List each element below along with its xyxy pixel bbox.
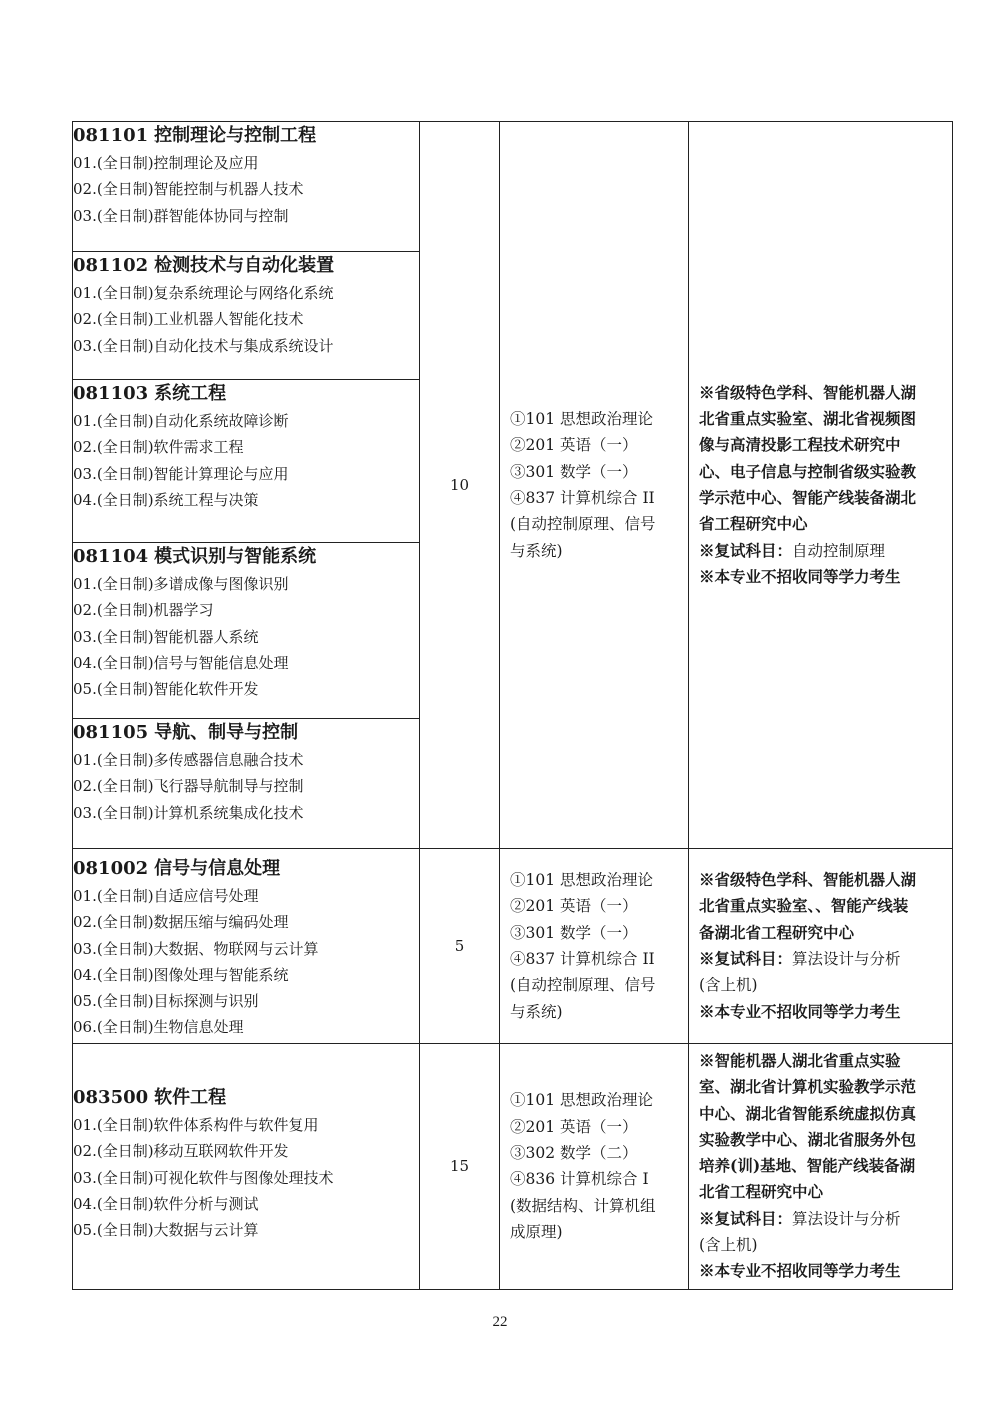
exam-subject: 与系统) (510, 1002, 563, 1021)
major-row (73, 122, 953, 252)
exam-subject: ④836 计算机综合 I (510, 1170, 649, 1189)
research-direction: 04.(全日制)系统工程与决策 (73, 490, 259, 509)
retest-subject: 算法设计与分析 (792, 950, 901, 968)
research-direction: 01.(全日制)多谱成像与图像识别 (73, 575, 289, 593)
page-number: 22 (492, 1314, 508, 1330)
major-cell (73, 252, 420, 380)
research-direction: 02.(全日制)飞行器导航制导与控制 (73, 777, 304, 796)
exam-subject: ④837 计算机综合 II (510, 950, 655, 968)
retest-subject: 算法设计与分析 (792, 1209, 901, 1228)
research-direction: 01.(全日制)软件体系构件与软件复用 (73, 1116, 319, 1134)
exam-subject: ②201 英语（一） (510, 436, 638, 455)
note-line: 培养(训)基地、智能产线装备湖 (699, 1156, 916, 1176)
note-line: ※省级特色学科、智能机器人湖 (699, 382, 917, 402)
exam-subjects-cell (500, 849, 689, 1044)
note-line (699, 946, 946, 972)
note-line: 北省工程研究中心 (699, 1182, 824, 1202)
note-line: 心、电子信息与控制省级实验教 (699, 461, 917, 481)
research-direction: 02.(全日制)机器学习 (73, 601, 214, 620)
exam-subject: 与系统) (510, 541, 563, 560)
quota-cell (420, 849, 500, 1044)
major-code: 081101 (73, 125, 149, 146)
note-line: 学示范中心、智能产线装备湖北 (699, 488, 917, 507)
major-name: 软件工程 (154, 1087, 227, 1108)
research-direction: 03.(全日制)自动化技术与集成系统设计 (73, 336, 334, 355)
research-direction: 01.(全日制)控制理论及应用 (73, 154, 259, 172)
research-direction: 03.(全日制)计算机系统集成化技术 (73, 803, 304, 822)
major-cell (73, 849, 420, 1044)
major-name: 信号与信息处理 (154, 858, 281, 879)
exam-subject: (数据结构、计算机组 (510, 1196, 656, 1215)
major-title (73, 124, 419, 148)
major-cell (73, 1044, 420, 1290)
research-direction: 02.(全日制)工业机器人智能化技术 (73, 310, 304, 329)
note-line: 北省重点实验室、、智能产线装 (699, 896, 909, 916)
note-line: 中心、湖北省智能系统虚拟仿真 (699, 1103, 917, 1123)
exam-subject: ②201 英语（一） (510, 897, 638, 916)
retest-label: ※复试科目： (699, 949, 793, 968)
quota-cell (420, 122, 500, 849)
research-direction: 03.(全日制)群智能体协同与控制 (73, 206, 289, 225)
exam-subject: ③301 数学（一） (510, 923, 638, 942)
exam-subjects-cell (500, 1044, 689, 1290)
major-code: 081104 (73, 546, 149, 567)
research-direction: 01.(全日制)复杂系统理论与网络化系统 (73, 284, 334, 302)
research-direction: 04.(全日制)信号与智能信息处理 (73, 653, 289, 672)
major-row (73, 849, 953, 1044)
research-direction: 06.(全日制)生物信息处理 (73, 1018, 244, 1037)
note-line: ※智能机器人湖北省重点实验 (699, 1051, 901, 1070)
major-code: 081002 (73, 858, 149, 879)
note-line: 实验教学中心、湖北省服务外包 (699, 1129, 917, 1149)
major-title (73, 254, 419, 278)
research-direction: 03.(全日制)智能计算理论与应用 (73, 464, 289, 483)
exam-subject: ③302 数学（二） (510, 1144, 638, 1163)
research-direction: 02.(全日制)智能控制与机器人技术 (73, 180, 304, 199)
exam-subject: (自动控制原理、信号 (510, 976, 656, 995)
exam-subject: 成原理) (510, 1222, 563, 1241)
major-title (73, 545, 419, 569)
admissions-table (72, 121, 953, 1290)
research-direction: 02.(全日制)软件需求工程 (73, 438, 244, 457)
note-line: 像与高清投影工程技术研究中 (699, 435, 901, 455)
notes-cell (689, 1044, 953, 1290)
research-direction: 02.(全日制)移动互联网软件开发 (73, 1142, 289, 1161)
major-cell (73, 380, 420, 543)
note-line (699, 1206, 946, 1232)
retest-label: ※复试科目： (699, 1208, 793, 1228)
major-cell (73, 122, 420, 252)
quota-value: 15 (449, 1157, 470, 1176)
exam-subject: ④837 计算机综合 II (510, 489, 655, 507)
exam-subjects-cell (500, 122, 689, 849)
major-cell (73, 543, 420, 719)
note-line: ※本专业不招收同等学力考生 (699, 1261, 901, 1281)
research-direction: 01.(全日制)多传感器信息融合技术 (73, 751, 304, 769)
note-line: ※本专业不招收同等学力考生 (699, 1001, 901, 1021)
quota-value: 5 (454, 937, 465, 955)
major-code: 081102 (73, 255, 149, 276)
note-line: 室、湖北省计算机实验教学示范 (699, 1077, 917, 1097)
research-direction: 01.(全日制)自动化系统故障诊断 (73, 412, 289, 430)
major-row (73, 1044, 953, 1290)
exam-subject: ③301 数学（一） (510, 462, 638, 481)
research-direction: 02.(全日制)数据压缩与编码处理 (73, 913, 289, 932)
note-line: (含上机) (699, 1236, 758, 1255)
exam-subject: ①101 思想政治理论 (510, 1091, 654, 1110)
retest-label: ※复试科目： (699, 540, 793, 560)
research-direction: 03.(全日制)可视化软件与图像处理技术 (73, 1168, 334, 1187)
exam-subject: ①101 思想政治理论 (510, 871, 654, 890)
note-line: 省工程研究中心 (699, 514, 808, 534)
retest-subject: 自动控制原理 (792, 541, 886, 560)
quota-value: 10 (449, 476, 470, 494)
exam-subject: ①101 思想政治理论 (510, 410, 654, 429)
major-name: 系统工程 (154, 383, 227, 404)
research-direction: 03.(全日制)智能机器人系统 (73, 627, 259, 646)
quota-cell (420, 1044, 500, 1290)
research-direction: 05.(全日制)智能化软件开发 (73, 680, 259, 699)
major-title (73, 382, 419, 406)
major-name: 检测技术与自动化装置 (154, 255, 335, 276)
notes-cell (689, 849, 953, 1044)
major-title (73, 1086, 419, 1110)
note-line: (含上机) (699, 976, 758, 995)
research-direction: 04.(全日制)软件分析与测试 (73, 1194, 259, 1213)
major-code: 081105 (73, 722, 149, 743)
major-name: 导航、制导与控制 (154, 722, 299, 743)
major-cell (73, 719, 420, 849)
major-title (73, 721, 419, 745)
exam-subject: (自动控制原理、信号 (510, 515, 656, 534)
major-code: 081103 (73, 383, 149, 404)
note-line: 备湖北省工程研究中心 (699, 922, 855, 942)
major-name: 控制理论与控制工程 (154, 125, 317, 146)
research-direction: 03.(全日制)大数据、物联网与云计算 (73, 939, 319, 958)
note-line (699, 538, 946, 564)
major-code: 083500 (73, 1087, 149, 1108)
research-direction: 01.(全日制)自适应信号处理 (73, 887, 259, 905)
notes-cell (689, 122, 953, 849)
note-line: 北省重点实验室、湖北省视频图 (699, 409, 917, 429)
research-direction: 04.(全日制)图像处理与智能系统 (73, 965, 289, 984)
research-direction: 05.(全日制)目标探测与识别 (73, 992, 259, 1011)
exam-subject: ②201 英语（一） (510, 1117, 638, 1136)
note-line: ※省级特色学科、智能机器人湖 (699, 870, 917, 890)
note-line: ※本专业不招收同等学力考生 (699, 566, 901, 586)
research-direction: 05.(全日制)大数据与云计算 (73, 1221, 259, 1240)
major-title (73, 857, 419, 881)
major-name: 模式识别与智能系统 (154, 546, 317, 567)
